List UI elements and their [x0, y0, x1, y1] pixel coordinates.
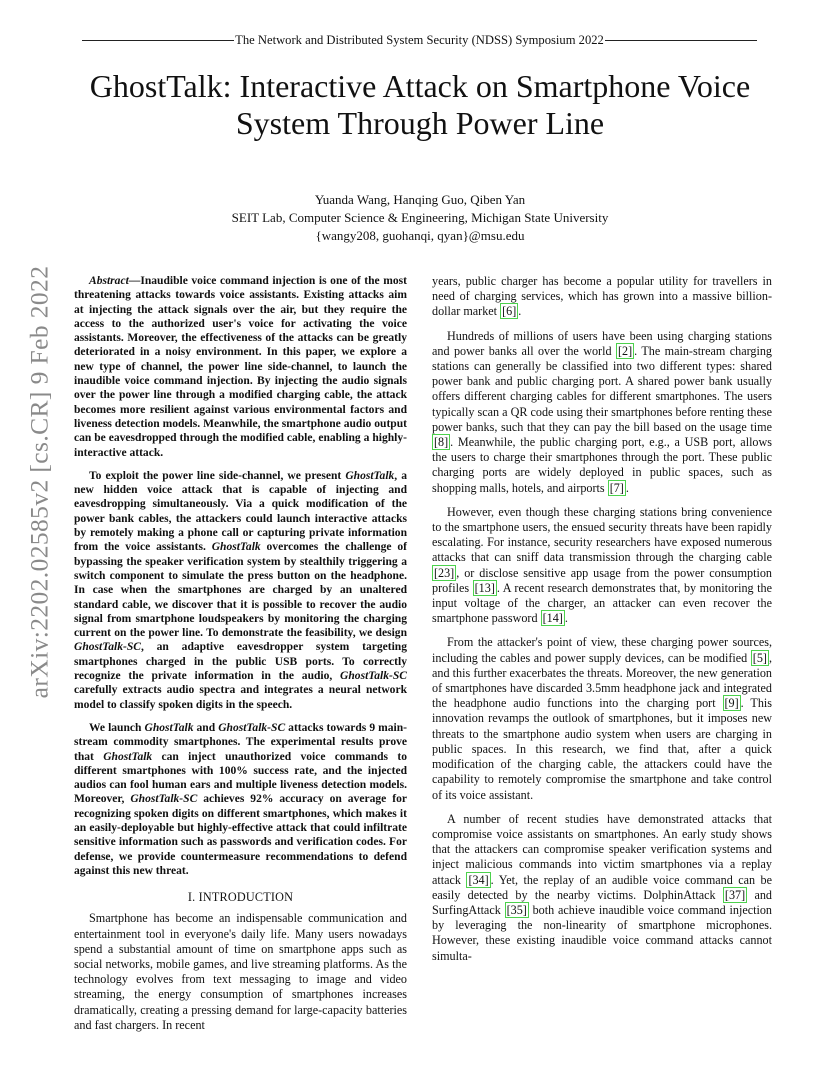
body-text: Hundreds of millions of users have been using charging stations and power banks all over the world	[432, 328, 772, 358]
citation-link[interactable]: [5]	[752, 650, 767, 665]
body-text: , and this further exacerbates the threats. Moreover, the new generation of smartphones have discarded 3.5mm headphone jack and integrated the headphone audio functions into the charging port	[432, 650, 772, 711]
body-text: . Yet, the replay of an audible voice command can be easily detected by the nearby victims. DolphinAttack	[432, 872, 772, 902]
abstract-text: To exploit the power line side-channel, we present	[89, 469, 346, 482]
right-paragraph-0	[432, 274, 772, 320]
author-block	[60, 191, 780, 245]
title-line-1: GhostTalk: Interactive Attack on Smartphone Voice	[89, 68, 751, 104]
body-text: both achieve inaudible voice command injection by leveraging the non-linearity of smartphone microphones. However, these existing inaudible voice command attacks cannot simulta-	[432, 902, 772, 963]
system-name: GhostTalk-SC	[74, 641, 141, 654]
title-line-2: System Through Power Line	[235, 105, 605, 141]
citation-link[interactable]: [6]	[502, 304, 517, 319]
abstract-label: Abstract	[89, 275, 129, 287]
citation-link[interactable]: [13]	[474, 580, 495, 595]
abstract-text: and	[193, 721, 219, 734]
system-name: GhostTalk	[211, 541, 261, 554]
right-paragraph-2	[432, 505, 772, 627]
system-name: GhostTalk	[144, 721, 194, 734]
right-paragraph-1	[432, 329, 772, 496]
section-heading-introduction: I. INTRODUCTION	[187, 890, 294, 905]
right-column	[432, 274, 772, 973]
paper-title	[40, 68, 800, 142]
system-name: GhostTalk	[103, 750, 153, 763]
arxiv-id: arXiv:2202.02585v2 [cs.CR] 9 Feb 2022	[24, 265, 53, 699]
system-name: GhostTalk-SC	[218, 721, 286, 734]
body-text: . A recent research demonstrates that, by monitoring the input voltage of the charger, an attacker can even recover the smartphone password	[432, 580, 773, 626]
body-text: , or disclose sensitive app usage from the power consumption profiles	[432, 565, 772, 595]
body-text: A number of recent studies have demonstrated attacks that compromise voice assistants on smartphones. An early study shows that the attackers can compromise speaker verification systems and inject malicious commands into victim smartphones via a replay attack	[432, 811, 772, 887]
body-text: and SurfingAttack	[432, 887, 772, 917]
body-text: .	[625, 480, 629, 495]
system-name: GhostTalk-SC	[340, 670, 407, 683]
system-name: GhostTalk	[345, 469, 395, 482]
right-paragraph-4	[432, 812, 772, 964]
intro-paragraph-1: Smartphone has become an indispensable communication and entertainment tool in everyone's daily life. Many users nowadays spend a substantial amount of time on smartphone apps such as social networks, mobile games, and live streaming platforms. As the technology evolves from text messaging to image and video streaming, the energy consumption of smartphones increases dramatically, creating a pressing demand for large-capacity batteries and fast chargers. In recent	[74, 911, 407, 1032]
abstract-text: We launch	[89, 721, 145, 734]
author-names: Yuanda Wang, Hanqing Guo, Qiben Yan	[314, 192, 526, 207]
abstract-paragraph-3	[74, 721, 407, 878]
citation-link[interactable]: [37]	[724, 887, 746, 902]
citation-link[interactable]: [7]	[609, 480, 624, 495]
abstract-paragraph-2	[74, 469, 407, 712]
citation-link[interactable]: [23]	[434, 565, 455, 580]
abstract-text: attacks towards 9 main-stream commodity smartphones. The experimental results prove that	[74, 721, 407, 763]
body-text: . Meanwhile, the public charging port, e.g., a USB port, allows the users to charge their smartphones through the port. These public charging ports are widely deployed in public spaces, such as shopping malls, hotels, and airports	[432, 435, 772, 495]
venue-rule-right	[605, 40, 757, 41]
venue-header	[82, 33, 757, 48]
author-emails: {wangy208, guohanqi, qyan}@msu.edu	[315, 228, 525, 243]
abstract-text: carefully extracts audio spectra and integrates a neural network model to classify spoken digits in the speech.	[74, 684, 407, 711]
venue-rule-left	[82, 40, 234, 41]
citation-link[interactable]: [8]	[434, 435, 449, 450]
right-paragraph-3	[432, 635, 772, 802]
body-text: . The main-stream charging stations can generally be classified into two different types: shared power bank and public charging port. A shared power bank usually offers different charging cables for different smartphones. The users typically scan a QR code using their smartphones before renting these power banks, such that they can pay the bill based on the usage time	[432, 343, 772, 434]
citation-link[interactable]: [2]	[617, 343, 633, 358]
abstract-text: can inject unauthorized voice commands to different smartphones with 100% success rate, and the injected audios can fool human ears and multiple liveness detection models. Moreover,	[74, 750, 407, 806]
arxiv-sidebar	[18, 265, 60, 699]
body-text: However, even though these charging stations bring convenience to the smartphone users, the ensued security threats have been rapidly escalating. For instance, security researchers have exposed numerous attacks that can sniff data transmission through the charging cable	[432, 504, 772, 565]
venue-text: The Network and Distributed System Security (NDSS) Symposium 2022	[235, 33, 604, 47]
abstract-paragraph-1	[74, 274, 407, 460]
author-affiliation: SEIT Lab, Computer Science & Engineering, Michigan State University	[231, 210, 609, 225]
abstract-text: achieves 92% accuracy on average for recognizing spoken digits on different smartphones, which makes it an easily-deployable but highly-effective attack that could infiltrate sensitive information such as passwords and verification codes. For defense, we provide countermeasure recommendations to defend against this new threat.	[74, 793, 407, 877]
citation-link[interactable]: [9]	[724, 696, 739, 711]
body-text: From the attacker's point of view, these charging power sources, including the cables and power supply devices, can be modified	[432, 635, 772, 665]
body-text: .	[518, 304, 522, 319]
citation-link[interactable]: [34]	[468, 872, 489, 887]
abstract-text: overcomes the challenge of bypassing the speaker verification system by stealthily triggering a switch component to simulate the press button on the headphone. In case when the smartphones are charged by an unaltered standard cable, we discover that it is possible to recover the audio signal from smartphone loudspeakers by monitoring the charging current on the power line. To demonstrate the feasibility, we design	[74, 541, 407, 640]
body-text: .	[564, 611, 568, 626]
body-text: years, public charger has become a popular utility for travellers in need of charging services, which has grown into a massive billion-dollar market	[432, 274, 772, 319]
citation-link[interactable]: [14]	[542, 611, 563, 626]
system-name: GhostTalk-SC	[130, 793, 198, 806]
abstract-text: , an adaptive eavesdropper system targeting smartphones charged in the public USB ports. To correctly recognize the private information in the audio,	[74, 641, 407, 683]
body-text: . This innovation revamps the outlook of smartphones, but it imposes new threats to the smartphone audio system when users are charging in public spaces. In this research, we find that, after a quick modification of the charging cable, the attackers could have the capability to remotely compromise the smartphone and take control of its voice assistant.	[432, 696, 772, 802]
abstract-text-1: —Inaudible voice command injection is one of the most threatening attacks towards voice assistants. Existing attacks aim at injecting the attack signals over the air, but they require the access to the authorized user's voice for activating the voice assistants. Moreover, the effectiveness of the attacks can be greatly deteriorated in a noisy environment. In this paper, we explore a new type of channel, the power line side-channel, to launch the inaudible voice command injection. By injecting the audio signals over the power line through a modified charging cable, the attack becomes more resilient against various environmental factors and liveness detection models. Meanwhile, the smartphone audio output can be eavesdropped through the modified cable, enabling a highly-interactive attack.	[74, 275, 407, 459]
citation-link[interactable]: [35]	[506, 902, 527, 917]
left-column	[74, 274, 407, 1042]
abstract-text: , a new hidden voice attack that is capable of injecting and eavesdropping simultaneously. Via a quick modification of the power bank cables, the attackers could launch interactive attacks by remotely making a phone call or capturing private information from the voice assistants.	[74, 469, 407, 554]
